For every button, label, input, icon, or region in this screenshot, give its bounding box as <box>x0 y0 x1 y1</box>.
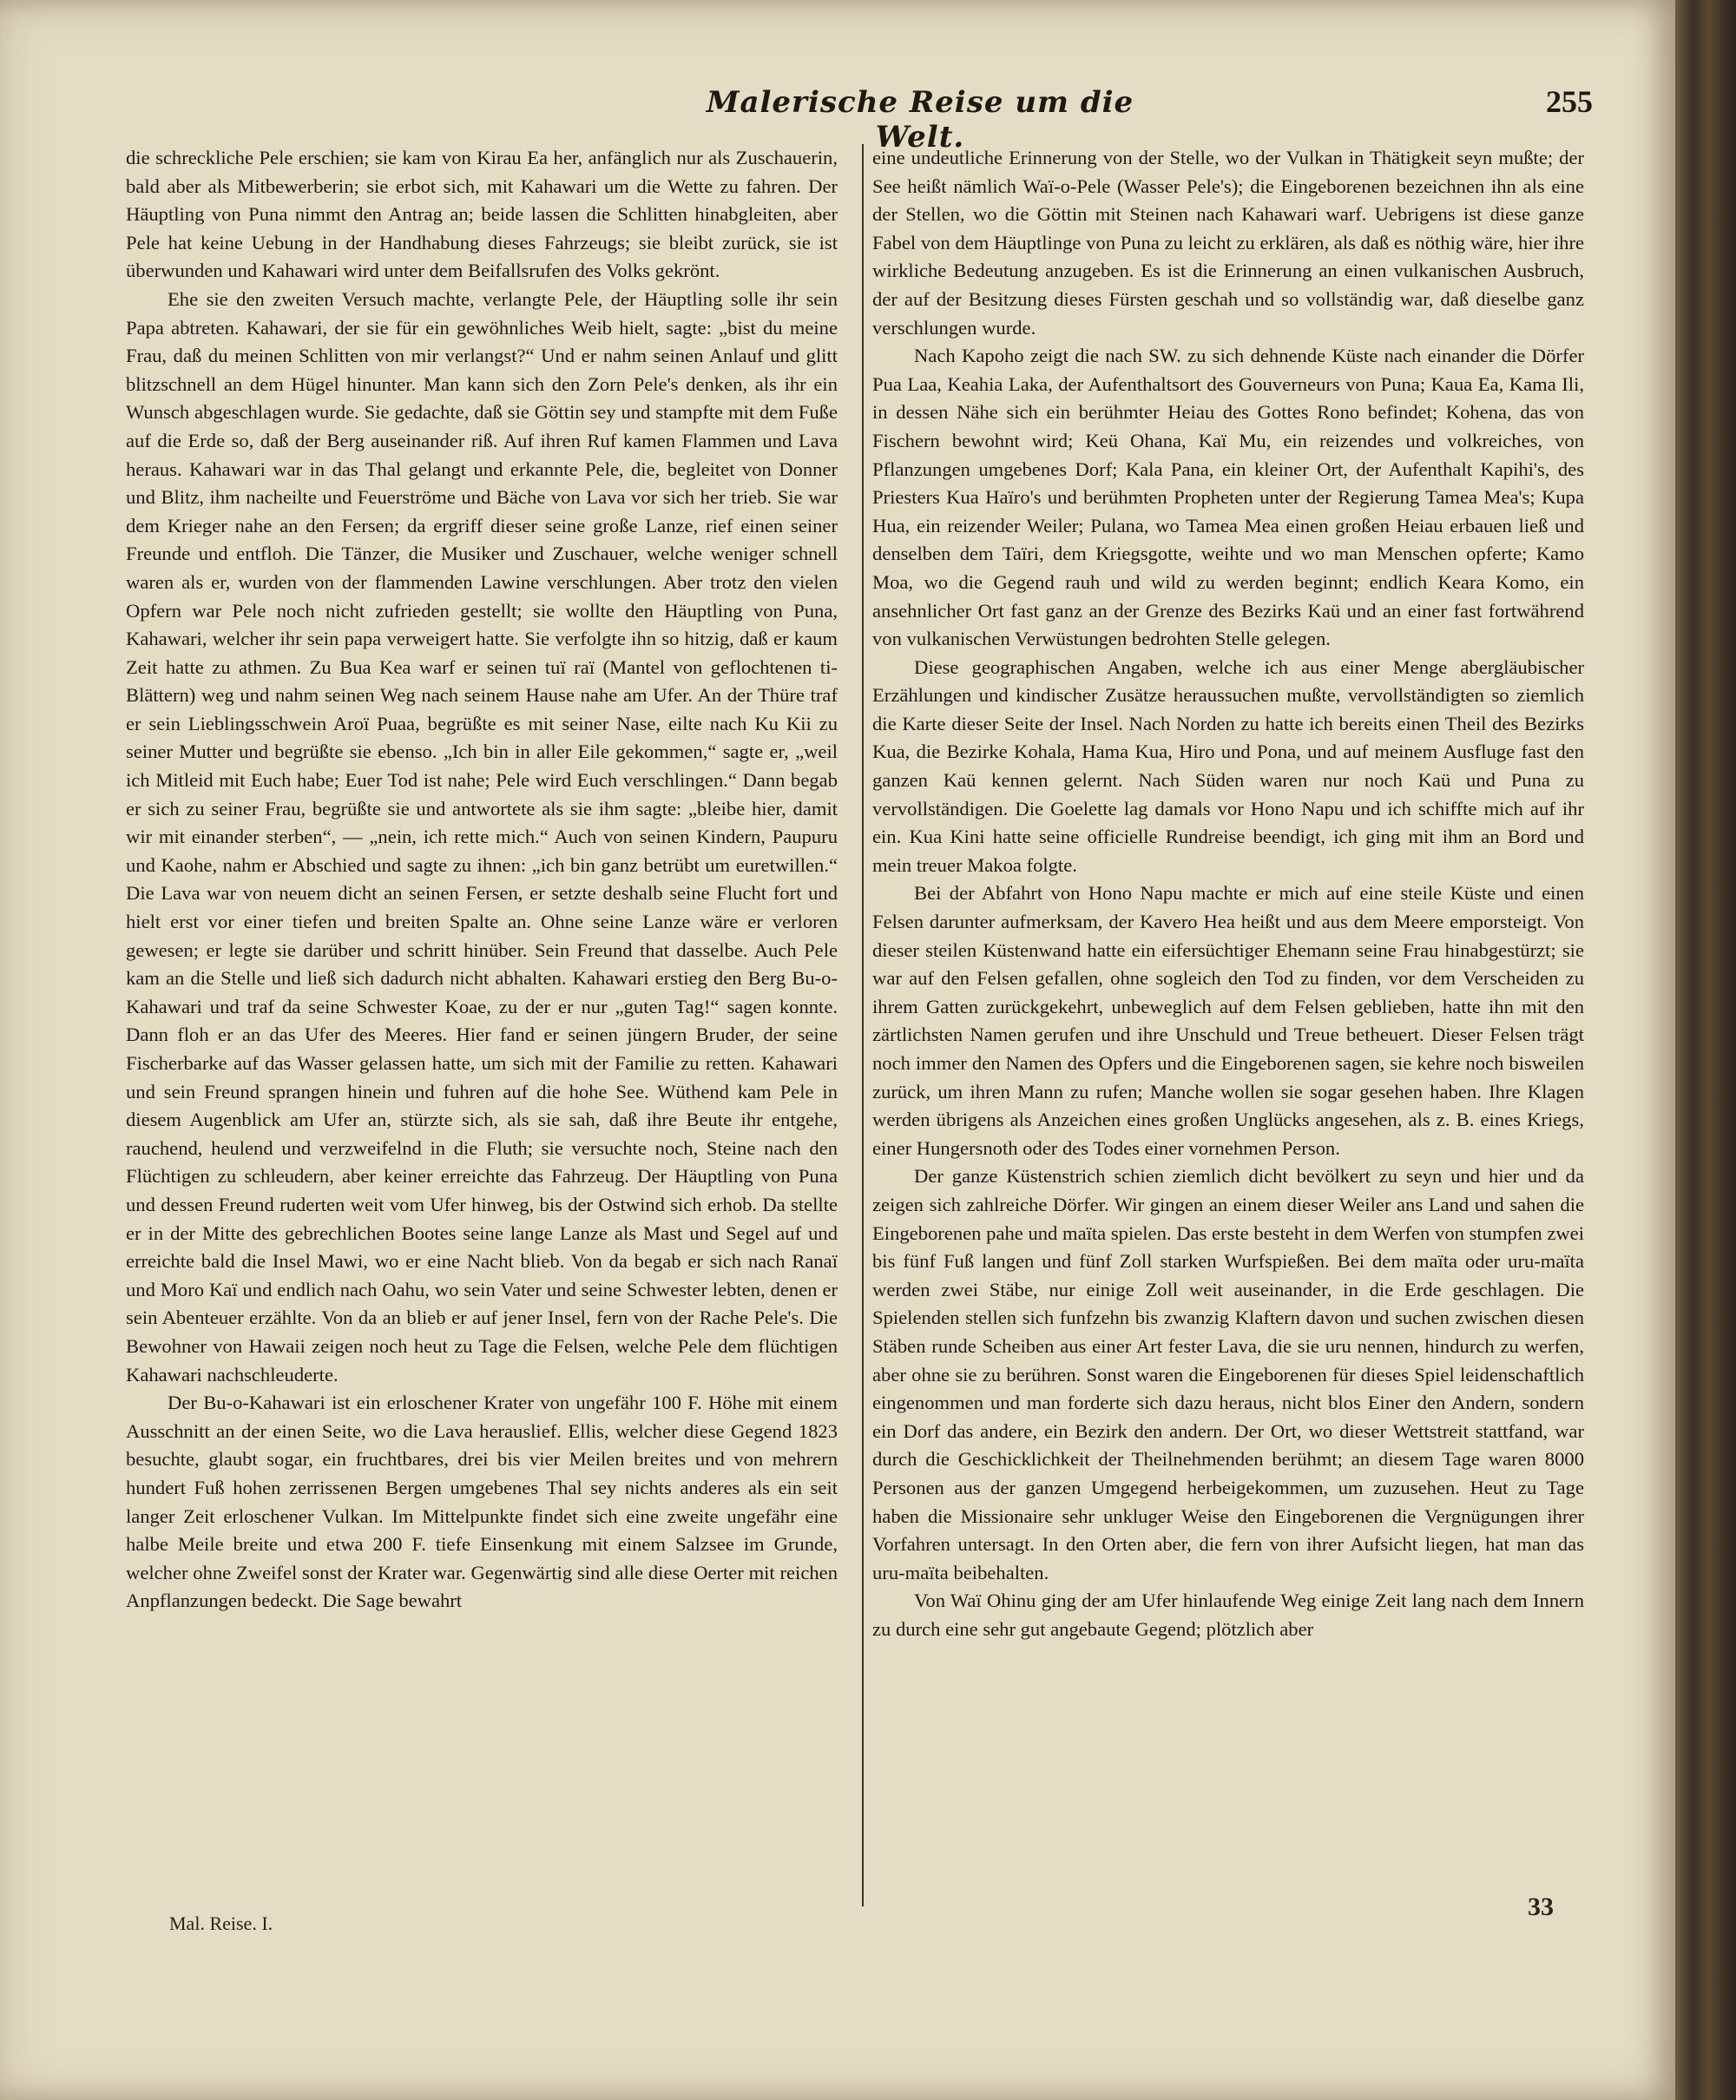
paragraph: Von Waï Ohinu ging der am Ufer hinlaufende Weg einige Zeit lang nach dem Innern zu durch eine sehr gut angebaute Gegend; plötzlich aber <box>872 1590 1584 1640</box>
paragraph: die schreckliche Pele erschien; sie kam von Kirau Ea her, anfänglich nur als Zuschauerin, bald aber als Mitbewerberin; sie erbot sich, mit Kahawari um die Wette zu fahren. Der Häuptling von Puna nimmt den Antrag an; beide lassen die Schlitten hinabgleiten, aber Pele hat keine Uebung in der Handhabung dieses Fahrzeugs; sie bleibt zurück, sie ist überwunden und Kahawari wird unter dem Beifallsrufen des Volks gekrönt. <box>126 147 838 282</box>
left-column <box>126 144 838 1616</box>
paragraph: Der Bu-o-Kahawari ist ein erloschener Krater von ungefähr 100 F. Höhe mit einem Ausschnitt an der einen Seite, wo die Lava herauslief. Ellis, welcher diese Gegend 1823 besuchte, glaubt sogar, ein fruchtbares, drei bis vier Meilen breites und von mehrern hundert Fuß hohen zerrissenen Bergen umgebenes Thal sey nichts anderes als ein seit langer Zeit erloschener Vulkan. Im Mittelpunkte findet sich eine zweite ungefähr eine halbe Meile breite und etwa 200 F. tiefe Einsenkung mit einem Salzsee im Grunde, welcher ohne Zweifel sonst der Krater war. Gegenwärtig sind alle diese Oerter mit reichen Anpflanzungen bedeckt. Die Sage bewahrt <box>126 1392 838 1612</box>
paragraph: Diese geographischen Angaben, welche ich aus einer Menge abergläubischer Erzählungen und kindischer Zusätze heraussuchen mußte, vervollständigten so ziemlich die Karte dieser Seite der Insel. Nach Norden zu hatte ich bereits einen Theil des Bezirks Kua, die Bezirke Kohala, Hama Kua, Hiro und Pona, und auf meinem Ausfluge fast den ganzen Kaü kennen gelernt. Nach Süden waren nur noch Kaü und Puna zu vervollständigen. Die Goelette lag damals vor Hono Napu und ich schiffte mich auf ihr ein. Kua Kini hatte seine officielle Rundreise beendigt, ich ging mit ihm an Bord und mein treuer Makoa folgte. <box>872 655 1584 876</box>
running-head: Malerische Reise um die Welt. <box>706 85 1134 155</box>
paragraph: eine undeutliche Erinnerung von der Stelle, wo der Vulkan in Thätigkeit seyn mußte; der See heißt nämlich Waï-o-Pele (Wasser Pele's); die Eingeborenen bezeichnen ihn als eine der Stellen, wo die Göttin mit Steinen nach Kahawari warf. Uebrigens ist diese ganze Fabel von dem Häuptlinge von Puna zu leicht zu erklären, als daß es nöthig wäre, hier ihre wirkliche Bedeutung anzugeben. Es ist die Erinnerung an einen vulkanischen Ausbruch, der auf der Besitzung dieses Fürsten geschah und so vollständig war, daß dieselbe ganz verschlungen wurde. <box>872 147 1584 339</box>
book-spine-edge <box>1675 0 1736 2100</box>
page-number: 255 <box>1546 84 1593 119</box>
sheet-number: 33 <box>1528 1893 1554 1921</box>
right-column <box>872 144 1584 1643</box>
paragraph: Bei der Abfahrt von Hono Napu machte er mich auf eine steile Küste und einen Felsen darunter aufmerksam, der Kavero Hea heißt und aus dem Meere emporsteigt. Von dieser steilen Küstenwand hatte ein eifersüchtiger Ehemann seine Frau hinabgestürzt; sie war auf den Felsen gefallen, ohne sogleich den Tod zu finden, vor dem Verscheiden zu ihrem Gatten zurückgekehrt, unbeweglich auf dem Felsen geblieben, hatte ihn mit den zärtlichsten Namen gerufen und ihre Unschuld und Treue betheuert. Dieser Felsen trägt noch immer den Namen des Opfers und die Eingeborenen sagen, sie kehre noch bisweilen zurück, um ihren Mann zu rufen; Manche wollen sie sogar gesehen haben. Ihre Klagen werden übrigens als Anzeichen eines großen Unglücks angesehen, als z. B. eines Kriegs, einer Hungersnoth oder des Todes einer vornehmen Person. <box>872 882 1584 1159</box>
paragraph: Der ganze Küstenstrich schien ziemlich dicht bevölkert zu seyn und hier und da zeigen sich zahlreiche Dörfer. Wir gingen an einem dieser Weiler ans Land und sahen die Eingeborenen pahe und maïta spielen. Das erste besteht in dem Werfen von stumpfen zwei bis fünf Fuß langen und fünf Zoll starken Wurfspießen. Bei dem maïta oder uru-maïta werden zwei Stäbe, nur einige Zoll weit auseinander, in die Erde geschlagen. Die Spielenden stellen sich funfzehn bis zwanzig Klaftern davon und suchen zwischen diesen Stäben runde Scheiben aus einer Art fester Lava, die sie uru nennen, hindurch zu werfen, aber ohne sie zu berühren. Sonst waren die Eingeborenen für dieses Spiel leidenschaftlich eingenommen und man forderte sich dazu heraus, nicht blos Einer den Andern, sondern ein Dorf das andere, ein Bezirk den andern. Der Ort, wo dieser Wettstreit stattfand, war durch die Geschicklichkeit der Theilnehmenden berühmt; an diesem Tage waren 8000 Personen aus der ganzen Umgegend herbeigekommen, um zuzusehen. Heut zu Tage haben die Missionaire sehr unkluger Weise den Eingeborenen die Vergnügungen ihrer Vorfahren untersagt. In den Orten aber, die fern von ihrer Aufsicht liegen, hat man das uru-maïta beibehalten. <box>872 1165 1584 1583</box>
paragraph: Ehe sie den zweiten Versuch machte, verlangte Pele, der Häuptling solle ihr sein Papa abtreten. Kahawari, der sie für ein gewöhnliches Weib hielt, sagte: „bist du meine Frau, daß du meinen Schlitten von mir verlangst?“ Und er nahm seinen Anlauf und glitt blitzschnell an dem Hügel hinunter. Man kann sich den Zorn Pele's denken, als ihr ein Wunsch abgeschlagen wurde. Sie gedachte, daß sie Göttin sey und stampfte mit dem Fuße auf die Erde so, daß der Berg auseinander riß. Auf ihren Ruf kamen Flammen und Lava heraus. Kahawari war in das Thal gelangt und erkannte Pele, die, begleitet von Donner und Blitz, ihm nacheilte und Feuerströme und Bäche von Lava vor sich her trieb. Sie war dem Krieger nahe an den Fersen; da ergriff dieser seine große Lanze, rief einen seiner Freunde und entfloh. Die Tänzer, die Musiker und Zuschauer, welche weniger schnell waren als er, wurden von der flammenden Lawine verschlungen. Aber trotz den vielen Opfern war Pele noch nicht zufrieden gestellt; sie wollte den Häuptling von Puna, Kahawari, welcher ihr sein papa verweigert hatte. Sie verfolgte ihn so hitzig, daß er kaum Zeit hatte zu athmen. Zu Bua Kea warf er seinen tuï raï (Mantel von geflochtenen ti-Blättern) weg und nahm seinen Weg nach seinem Hause nahe am Ufer. An der Thüre traf er sein Lieblingsschwein Aroï Puaa, begrüßte es mit seiner Nase, eilte nach Ku Kii zu seiner Mutter und begrüßte sie ebenso. „Ich bin in aller Eile gekommen,“ sagte er, „weil ich Mitleid mit Euch habe; Euer Tod ist nahe; Pele wird Euch verschlingen.“ Dann begab er sich zu seiner Frau, begrüßte sie und antwortete als sie ihm sagte: „bleibe hier, damit wir mit einander sterben“, — „nein, ich rette mich.“ Auch von seinen Kindern, Paupuru und Kaohe, nahm er Abschied und sagte zu ihnen: „ich bin ganz betrübt um euretwillen.“ Die Lava war von neuem dicht an seinen Fersen, er setzte deshalb seine Flucht fort und hielt erst vor einer tiefen und breiten Spalte an. Ohne seine Lanze wäre er verloren gewesen; er legte sie darüber und schritt hinüber. Sein Freund that dasselbe. Auch Pele kam an die Stelle und ließ sich dadurch nicht abhalten. Kahawari erstieg den Berg Bu-o-Kahawari und traf da seine Schwester Koae, zu der er nur „guten Tag!“ sagen konnte. Dann floh er an das Ufer des Meeres. Hier fand er seinen jüngern Bruder, der seine Fischerbarke auf das Wasser gelassen hatte, um sich mit der Familie zu retten. Kahawari und sein Freund sprangen hinein und fuhren auf die hohe See. Wüthend kam Pele in diesem Augenblick am Ufer an, stürzte sich, als sie sah, daß ihre Beute ihr entgehe, rauchend, heulend und verzweifelnd in die Fluth; sie versuchte noch, Steine nach den Flüchtigen zu schleudern, aber keiner erreichte das Fahrzeug. Der Häuptling von Puna und dessen Freund ruderten weit vom Ufer hinweg, bis der Ostwind sich erhob. Da stellte er in der Mitte des gebrechlichen Bootes seine lange Lanze als Mast und Segel auf und erreichte bald die Insel Mawi, wo er eine Nacht blieb. Von da begab er sich nach Ranaï und Moro Kaï und endlich nach Oahu, wo sein Vater und seine Schwester lebten, denen er sein Abenteuer erzählte. Von da an blieb er auf jener Insel, fern von der Rache Pele's. Die Bewohner von Hawaii zeigen noch heut zu Tage die Felsen, welche Pele dem flüchtigen Kahawari nachschleuderte. <box>126 287 838 1386</box>
paragraph: Nach Kapoho zeigt die nach SW. zu sich dehnende Küste nach einander die Dörfer Pua Laa, Keahia Laka, der Aufenthaltsort des Gouverneurs von Puna; Kaua Ea, Kama Ili, in dessen Nähe sich ein berühmter Heiau des Gottes Rono befindet; Kohena, das von Fischern bewohnt wird; Keü Ohana, Kaï Mu, ein reizendes und volkreiches, von Pflanzungen umgebenes Dorf; Kala Pana, ein kleiner Ort, der Aufenthalt Kapihi's, des Priesters Kua Haïro's und berühmten Propheten unter der Regierung Tamea Mea's; Kupa Hua, ein reizender Weiler; Pulana, wo Tamea Mea einen großen Heiau erbauen ließ und denselben dem Taïri, dem Kriegsgotte, weihte und wo man Menschen opferte; Kamo Moa, wo die Gegend rauh und wild zu werden beginnt; endlich Keara Komo, ein ansehnlicher Ort fast ganz an der Grenze des Bezirks Kaü und an einer fast fortwährend von vulkanischen Verwüstungen bedrohten Stelle gelegen. <box>872 345 1584 650</box>
column-divider <box>862 144 864 1906</box>
footer-signature: Mal. Reise. I. <box>169 1912 273 1934</box>
